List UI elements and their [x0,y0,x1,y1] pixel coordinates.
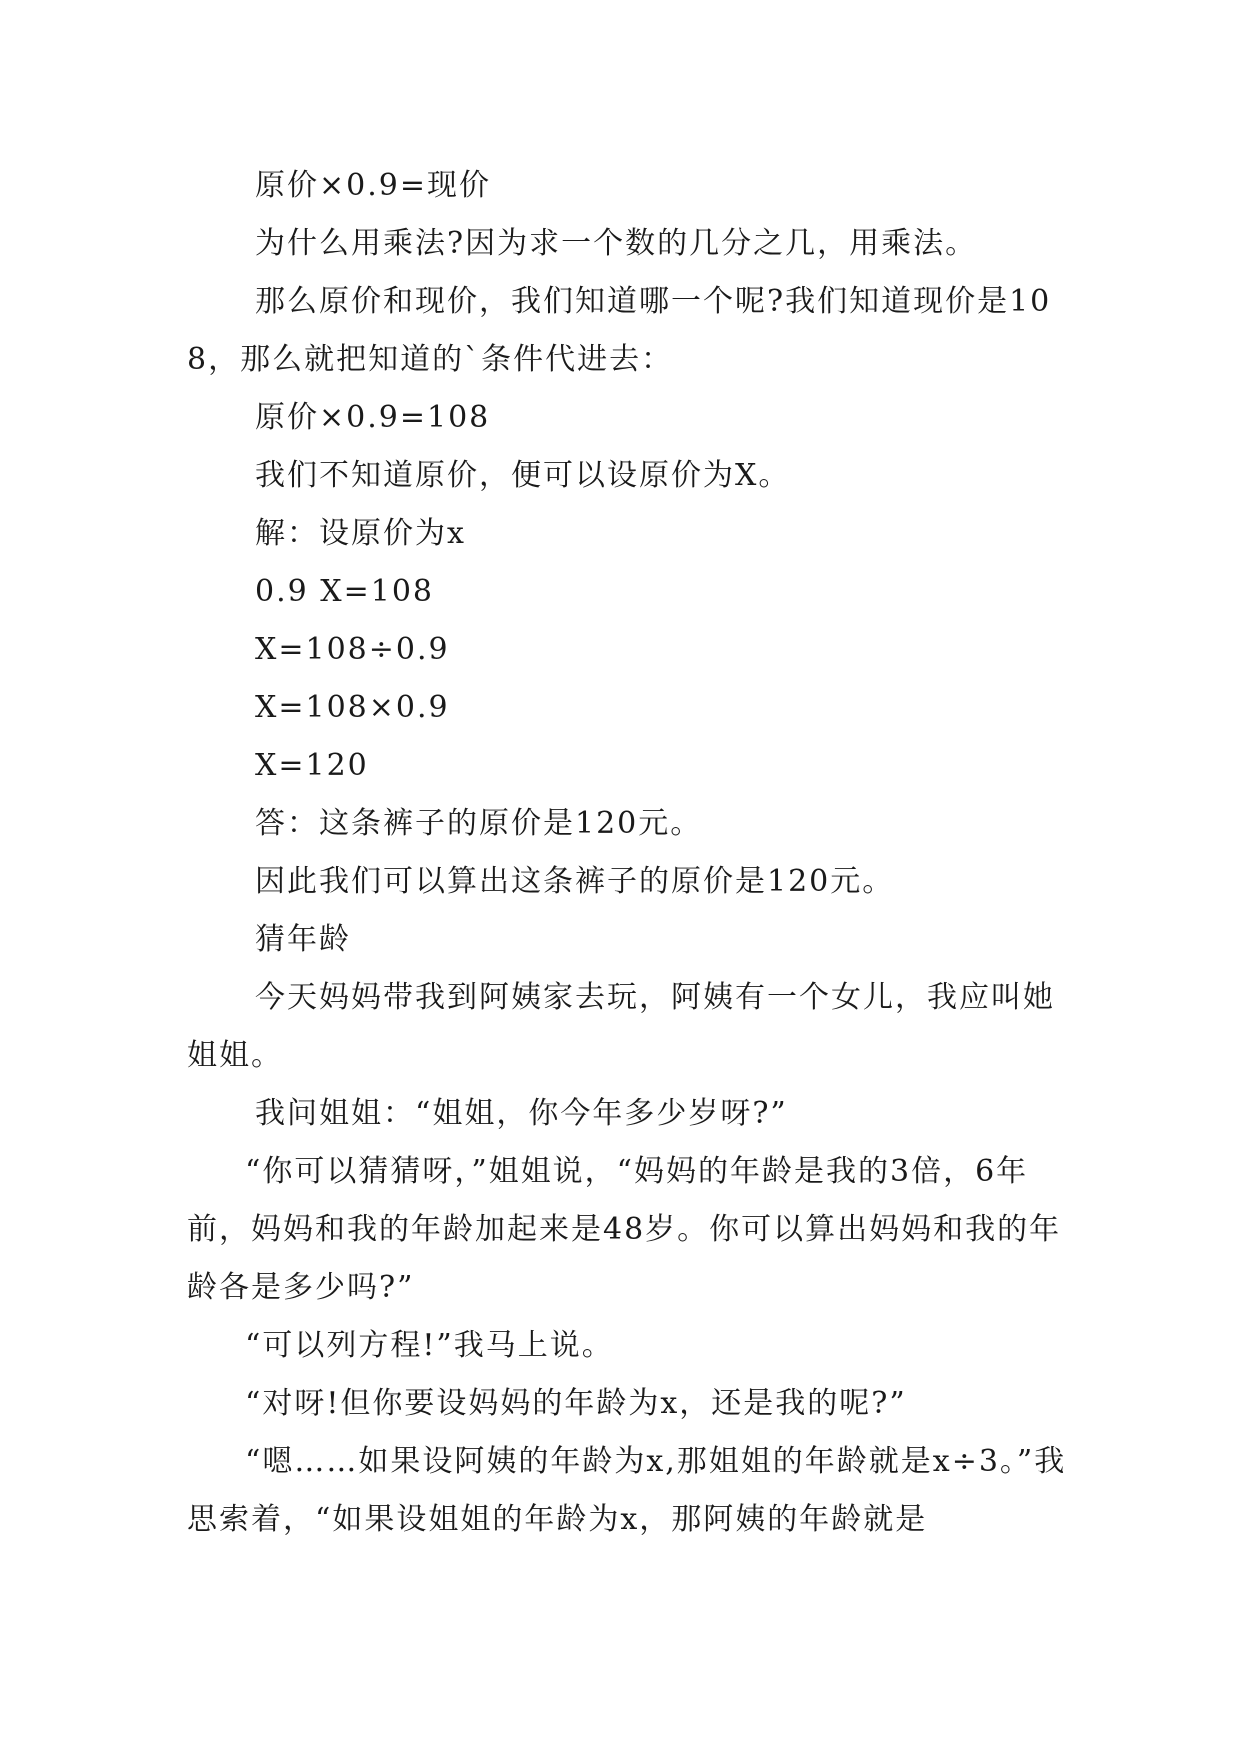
paragraph: 我们不知道原价，便可以设原价为X。 [255,458,791,493]
paragraph: “可以列方程!”我马上说。 [245,1328,614,1363]
paragraph: 今天妈妈带我到阿姨家去玩，阿姨有一个女儿，我应叫她姐姐。 [187,980,1055,1073]
paragraph: 解：设原价为x [255,516,466,551]
paragraph: X=120 [255,748,369,783]
paragraph: X=108×0.9 [255,690,450,725]
paragraph: 原价×0.9=现价 [255,168,491,203]
document-body [187,157,1067,1549]
paragraph: X=108÷0.9 [255,632,450,667]
paragraph: 那么原价和现价，我们知道哪一个呢?我们知道现价是108，那么就把知道的`条件代进去： [187,284,1052,377]
paragraph: 我问姐姐：“姐姐，你今年多少岁呀?” [255,1096,788,1131]
paragraph: 0.9 X=108 [255,574,435,609]
paragraph: 为什么用乘法?因为求一个数的几分之几，用乘法。 [255,226,978,261]
paragraph: “对呀!但你要设妈妈的年龄为x，还是我的呢?” [245,1386,907,1421]
section-heading: 猜年龄 [255,922,351,957]
paragraph: “你可以猜猜呀，”姐姐说，“妈妈的年龄是我的3倍，6年前，妈妈和我的年龄加起来是48岁。你可以算出妈妈和我的年龄各是多少吗?” [187,1154,1062,1305]
paragraph: 因此我们可以算出这条裤子的原价是120元。 [255,864,895,899]
paragraph: “嗯……如果设阿姨的年龄为x,那姐姐的年龄就是x÷3。”我思索着，“如果设姐姐的年龄为x，那阿姨的年龄就是 [187,1444,1067,1537]
paragraph: 答：这条裤子的原价是120元。 [255,806,703,841]
paragraph: 原价×0.9=108 [255,400,491,435]
